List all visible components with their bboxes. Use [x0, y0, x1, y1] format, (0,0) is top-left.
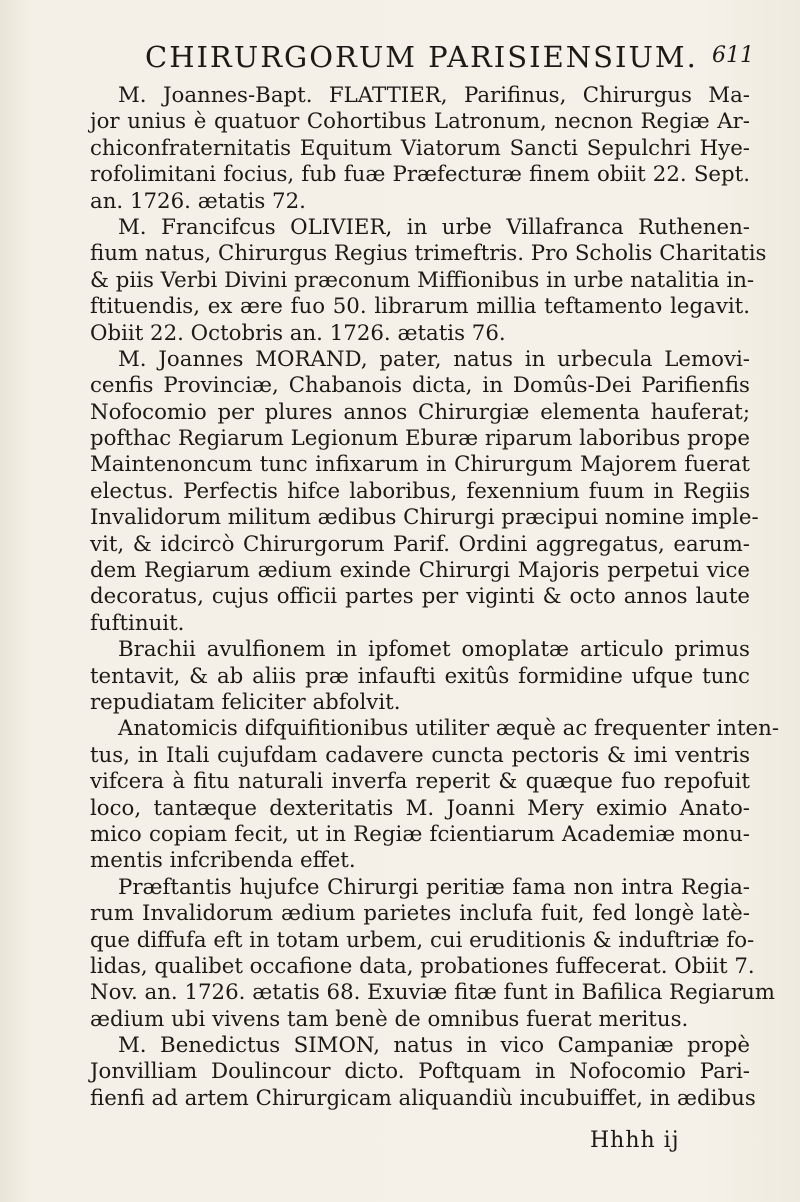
text-line: Obiit 22. Octobris an. 1726. ætatis 76.	[90, 320, 506, 346]
text-line: decoratus, cujus officii partes per viginti & octo annos laute	[90, 584, 750, 610]
text-line: lidas, qualibet occafione data, probationes fuffecerat. Obiit 7.	[90, 953, 755, 979]
text-line: jor unius è quatuor Cohortibus Latronum, necnon Regiæ Ar-	[90, 109, 750, 135]
text-line: Nofocomio per plures annos Chirurgiæ elementa hauferat;	[90, 399, 750, 425]
text-line: M. Joannes-Bapt. FLATTIER, Parifinus, Chirurgus Ma-	[118, 83, 750, 108]
text-line: Jonvilliam Doulincour dicto. Poftquam in Nofocomio Pari-	[90, 1059, 750, 1085]
text-line: M. Joannes MORAND, pater, natus in urbecula Lemovi-	[118, 346, 750, 372]
text-line: loco, tantæque dexteritatis M. Joanni Mery eximio Anato-	[90, 795, 750, 821]
text-line: & piis Verbi Divini præconum Miffionibus in urbe natalitia in-	[90, 267, 755, 293]
text-line: fienfi ad artem Chirurgicam aliquandiù incubuiffet, in ædibus	[90, 1085, 756, 1111]
page-header	[0, 40, 800, 80]
text-line: mico copiam fecit, ut in Regiæ fcientiarum Academiæ monu-	[90, 821, 750, 847]
text-line: tus, in Itali cujufdam cadavere cuncta pectoris & imi ventris	[90, 742, 750, 768]
text-line: pofthac Regiarum Legionum Eburæ riparum laboribus prope	[90, 426, 750, 452]
text-line: Anatomicis difquifitionibus utiliter æquè ac frequenter inten-	[118, 716, 780, 742]
text-line: repudiatam feliciter abfolvit.	[90, 689, 401, 715]
text-line: fium natus, Chirurgus Regius trimeftris. Pro Scholis Charitatis	[90, 241, 767, 267]
text-line: rum Invalidorum ædium parietes inclufa fuit, fed longè latè-	[90, 901, 750, 927]
text-line: ædium ubi vivens tam benè de omnibus fuerat meritus.	[90, 1006, 689, 1032]
text-line: chiconfraternitatis Equitum Viatorum Sancti Sepulchri Hye-	[90, 135, 750, 161]
text-line: cenfis Provinciæ, Chabanois dicta, in Domûs-Dei Parifienfis	[90, 373, 750, 399]
text-line: fuftinuit.	[90, 610, 185, 636]
text-line: rofolimitani focius, fub fuæ Præfecturæ finem obiit 22. Sept.	[90, 162, 750, 188]
text-line: que diffufa eft in totam urbem, cui eruditionis & induftriæ fo-	[90, 927, 755, 953]
text-line: an. 1726. ætatis 72.	[90, 188, 306, 214]
running-head: CHIRURGORUM PARISIENSIUM.	[145, 40, 698, 74]
text-line: Maintenoncum tunc infixarum in Chirurgum Majorem fuerat	[90, 452, 750, 478]
text-line: Brachii avulfionem in ipfomet omoplatæ articulo primus	[118, 637, 750, 663]
text-line: Nov. an. 1726. ætatis 68. Exuviæ fitæ funt in Bafilica Regiarum	[90, 980, 776, 1006]
text-line: vit, & idcircò Chirurgorum Parif. Ordini aggregatus, earum-	[90, 531, 750, 557]
text-line: vifcera à fitu naturali inverfa reperit & quæque fuo repofuit	[90, 769, 750, 795]
text-line: mentis infcribenda effet.	[90, 848, 356, 874]
text-line: M. Francifcus OLIVIER, in urbe Villafranca Ruthenen-	[118, 214, 750, 240]
text-line: tentavit, & ab aliis præ infaufti exitûs formidine ufque tunc	[90, 663, 750, 689]
page-number: 611	[712, 43, 754, 68]
text-line: Præftantis hujufce Chirurgi peritiæ fama non intra Regia-	[118, 874, 750, 900]
body-text	[90, 83, 780, 1112]
text-line: M. Benedictus SIMON, natus in vico Campaniæ propè	[118, 1033, 750, 1059]
text-line: ftituendis, ex ære fuo 50. librarum millia teftamento legavit.	[90, 294, 750, 320]
signature-mark: Hhhh ij	[590, 1128, 680, 1153]
text-line: electus. Perfectis hifce laboribus, fexennium fuum in Regiis	[90, 478, 750, 504]
text-line: Invalidorum militum ædibus Chirurgi præcipui nomine imple-	[90, 505, 759, 531]
text-line: dem Regiarum ædium exinde Chirurgi Majoris perpetui vice	[90, 558, 750, 584]
